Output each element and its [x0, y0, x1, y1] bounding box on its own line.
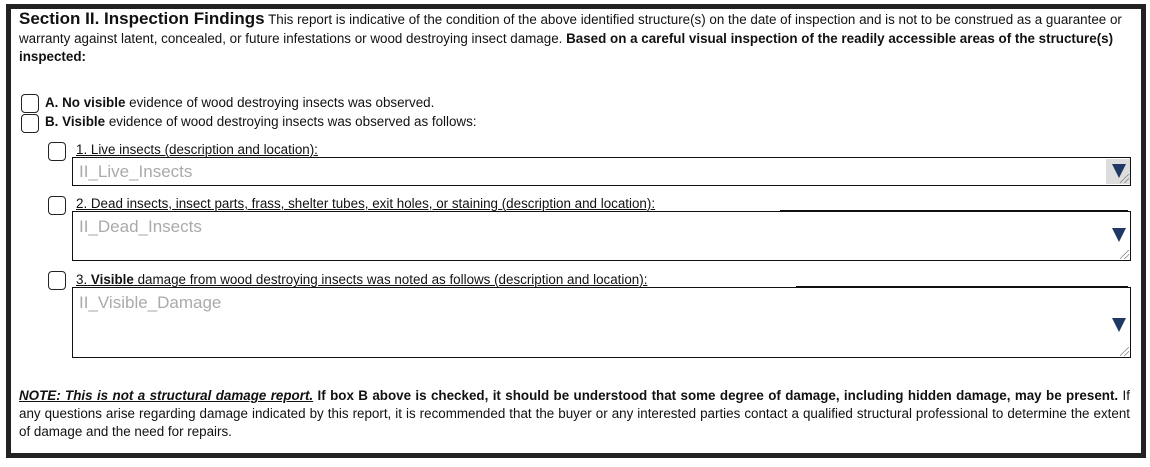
intro-bold: Based on a careful visual inspection of the readily accessible areas of the structure(s) inspected:	[19, 30, 1114, 64]
visible-damage-label: 3. Visible damage from wood destroying insects was noted as follows (description and location):	[76, 272, 648, 287]
dead-insects-placeholder: II_Dead_Insects	[79, 217, 202, 236]
visible-damage-placeholder: II_Visible_Damage	[79, 293, 222, 312]
dropdown-arrow-icon[interactable]	[1112, 318, 1126, 332]
dropdown-arrow-icon[interactable]	[1112, 228, 1126, 242]
note-text: If any questions arise regarding damage indicated by this report, it is recommended that the buyer or any interested parties contact a qualified structural professional to determine the extent of damage and the need for repairs.	[19, 388, 1130, 439]
checkbox-visible-damage[interactable]	[48, 271, 66, 290]
option-a-label: A. No visible evidence of wood destroying insects was observed.	[45, 95, 435, 110]
resize-grip-icon[interactable]	[1120, 347, 1129, 356]
live-insects-label: 1. Live insects (description and location):	[76, 142, 318, 157]
live-insects-placeholder: II_Live_Insects	[79, 162, 193, 181]
checkbox-dead-insects[interactable]	[48, 196, 66, 215]
dropdown-button[interactable]	[1106, 159, 1130, 184]
checkbox-a[interactable]	[21, 94, 39, 113]
option-b-label: B. Visible evidence of wood destroying insects was observed as follows:	[45, 114, 477, 129]
checkbox-live-insects[interactable]	[48, 142, 66, 161]
visible-damage-field[interactable]	[72, 287, 1131, 358]
note-paragraph	[19, 387, 1130, 441]
checkbox-b[interactable]	[21, 114, 39, 133]
note-heading: NOTE: This is not a structural damage report.	[19, 388, 314, 403]
section-intro	[19, 10, 1129, 67]
dead-insects-label: 2. Dead insects, insect parts, frass, shelter tubes, exit holes, or staining (description and location):	[76, 196, 656, 211]
resize-grip-icon[interactable]	[1120, 250, 1129, 259]
live-insects-field[interactable]	[72, 157, 1131, 186]
intro-text: This report is indicative of the condition of the above identified structure(s) on the date of inspection and is not to be construed as a guarantee or warranty against latent, concealed, or future infestations or wood destroying insect damage.	[19, 12, 1122, 46]
section-title: Section II. Inspection Findings	[19, 9, 265, 28]
dead-insects-field[interactable]	[72, 211, 1131, 261]
resize-grip-icon[interactable]	[1120, 174, 1129, 183]
note-bold: If box B above is checked, it should be understood that some degree of damage, including hidden damage, may be present.	[317, 388, 1119, 403]
